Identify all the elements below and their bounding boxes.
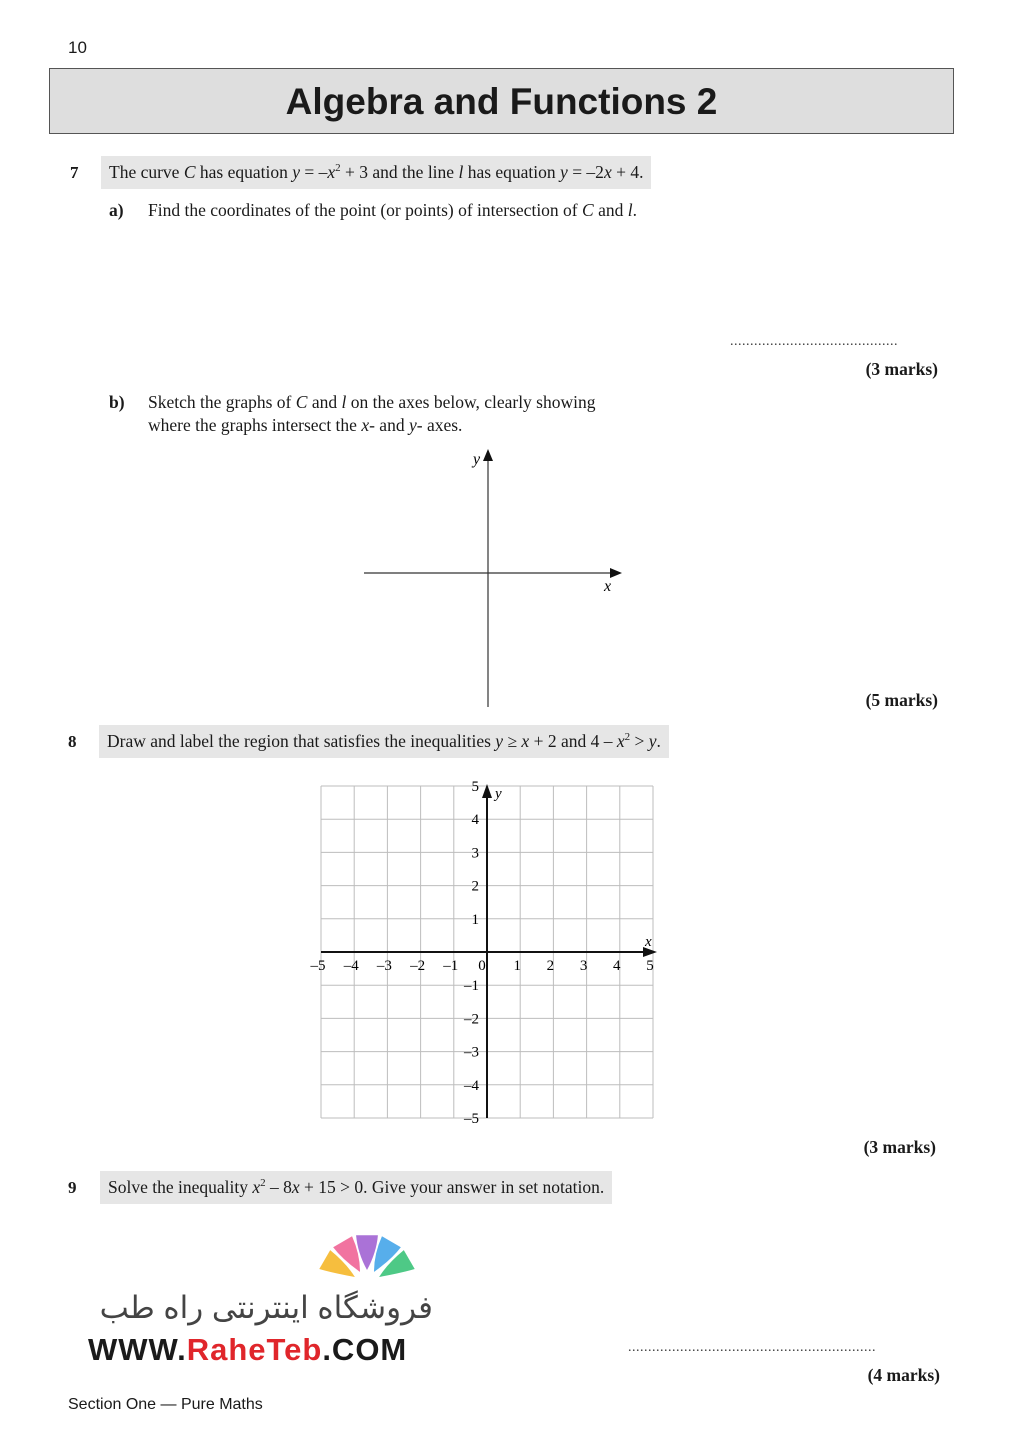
x-tick-label: 0 <box>478 958 486 974</box>
question-8-prompt: Draw and label the region that satisfies the inequalities y ≥ x + 2 and $4 - x^2 > y$. <box>99 725 669 758</box>
x-axis-arrow-icon <box>610 568 622 578</box>
watermark-url: WWW.RaheTeb.COM <box>88 1332 408 1367</box>
x-tick-labels <box>310 958 654 974</box>
page-footer: Section One — Pure Maths <box>68 1396 263 1413</box>
y-tick-label: 3 <box>471 845 479 862</box>
question-7b-label: b) <box>109 392 125 412</box>
x-tick-label: –2 <box>410 958 426 974</box>
y-tick-label: 2 <box>471 878 479 895</box>
question-9-marks: (4 marks) <box>867 1365 940 1385</box>
y-tick-label: 4 <box>471 812 479 829</box>
watermark-store-name: فروشگاه اینترنتی راه طب <box>99 1290 433 1325</box>
question-9-answer-line[interactable]: .............................................................. <box>628 1340 876 1355</box>
question-7a-answer-line[interactable]: .......................................... <box>730 334 898 349</box>
y-tick-label: –5 <box>464 1111 479 1127</box>
x-tick-label: –3 <box>376 958 392 974</box>
question-9-prompt: Solve the inequality $x^2 - 8x + 15 > 0$. Give your answer in set notation. <box>100 1171 612 1204</box>
y-tick-label: –3 <box>464 1044 479 1061</box>
x-tick-label: –1 <box>443 958 459 974</box>
question-7b-sketch-axes[interactable] <box>360 445 640 710</box>
watermark-logo-icon <box>305 1228 430 1286</box>
x-tick-label: 4 <box>613 958 621 974</box>
question-7-prompt: The curve C has equation $y = -x^2 + 3$ and the line l has equation y = –2x + 4. <box>101 156 651 189</box>
y-axis-label: y <box>473 451 481 468</box>
question-8-grid[interactable] <box>300 770 670 1130</box>
x-axis-label: x <box>645 934 652 950</box>
question-8-marks: (3 marks) <box>863 1137 936 1157</box>
question-7a-label: a) <box>109 200 124 220</box>
x-tick-label: 5 <box>646 958 654 974</box>
y-axis-arrow-icon <box>483 449 493 461</box>
y-tick-label: –2 <box>464 1011 479 1028</box>
x-axis-label: x <box>604 578 612 595</box>
page-title: Algebra and Functions 2 <box>49 68 954 134</box>
y-tick-label: 5 <box>471 779 479 795</box>
question-7b-marks: (5 marks) <box>865 690 938 710</box>
question-7a-text: Find the coordinates of the point (or points) of intersection of C and l. <box>148 200 637 220</box>
x-tick-label: –4 <box>343 958 359 974</box>
question-7b-text: Sketch the graphs of C and l on the axes below, clearly showing where the graphs intersect the x- and y- axes. <box>148 392 596 435</box>
y-tick-label: –4 <box>464 1077 479 1094</box>
question-7a-marks: (3 marks) <box>865 359 938 379</box>
question-9-number: 9 <box>68 1178 77 1197</box>
x-tick-label: 1 <box>513 958 521 974</box>
question-8-number: 8 <box>68 732 77 751</box>
page-number: 10 <box>68 38 87 57</box>
y-axis-label: y <box>495 786 502 802</box>
y-tick-label: 1 <box>471 911 479 928</box>
question-7-number: 7 <box>70 163 79 182</box>
y-tick-label: –1 <box>464 978 479 995</box>
x-tick-label: 2 <box>546 958 555 974</box>
x-tick-label: 3 <box>579 958 588 974</box>
x-tick-label: –5 <box>310 958 326 974</box>
